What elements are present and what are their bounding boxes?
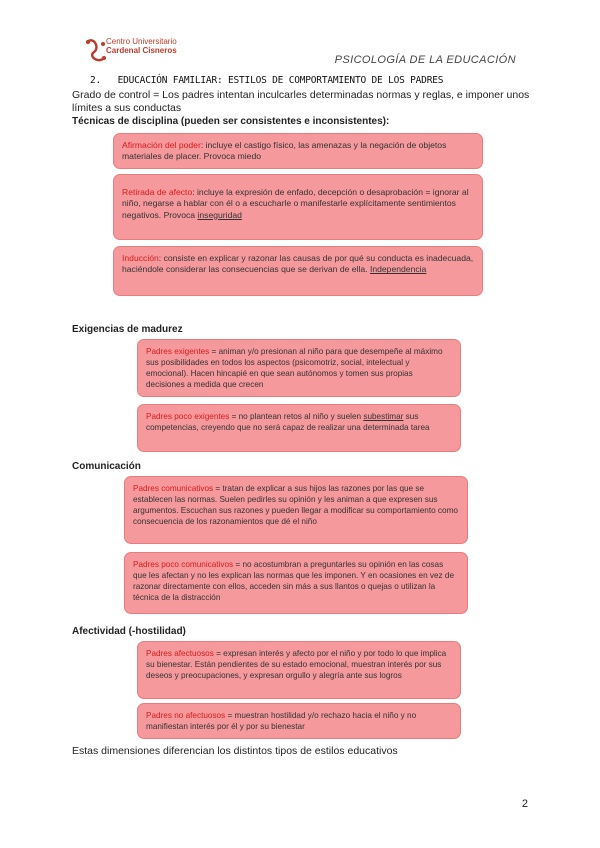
maturity-text: = no plantean retos al niño y suelen (229, 412, 364, 421)
technique-underlined: Independencia (369, 264, 427, 275)
document-title: PSICOLOGÍA DE LA EDUCACIÓN (334, 54, 516, 66)
page-number: 2 (521, 798, 528, 810)
affectivity-box-affectionate (137, 641, 461, 699)
section-heading (90, 75, 443, 86)
communication-term: Padres comunicativos (133, 484, 214, 493)
logo-line-2: Cardenal Cisneros (106, 46, 177, 55)
maturity-tail: sus competencias, creyendo que no será capaz de realizar una determinada tarea (146, 412, 430, 432)
communication-text: = tratan de explicar a sus hijos las razones por las que se establecen las normas. Suelen pedirles su opinión y les animan a que expresen sus argumentos. Escuchan sus razones y pueden llegar a modificar su comportamiento como consecuencia de los razonamientos que dé el niño (133, 484, 458, 526)
communication-box-uncommunicative (124, 552, 468, 614)
affectivity-term: Padres no afectuosos (146, 711, 226, 720)
logo-text (106, 37, 177, 55)
affectivity-text: = muestran hostilidad y/o rechazo hacia el niño y no manifiestan interés por él y por su bienestar (146, 711, 417, 731)
affectivity-heading: Afectividad (-hostilidad) (72, 626, 186, 637)
logo-line-1: Centro Universitario (106, 37, 177, 46)
communication-heading: Comunicación (72, 461, 141, 472)
maturity-box-undemanding (137, 404, 461, 452)
technique-underlined: inseguridad (197, 209, 242, 220)
technique-text: : consiste en explicar y razonar las causas de por qué su conducta es inadecuada, haciéndole considerar las consecuencias que se derivan de ella. (122, 253, 474, 275)
technique-box-power (113, 133, 483, 169)
affectivity-term: Padres afectuosos (146, 649, 214, 658)
maturity-term: Padres poco exigentes (146, 412, 230, 421)
maturity-underlined: subestimar (363, 412, 404, 421)
communication-text: = no acostumbran a preguntarles su opinión en las cosas que les afectan y no les explican las normas que les imponen. Y en ocasiones en vez de razonar directamente con ellos, acceden sin más a sus llantos o quejas o utilizan la técnica de la distracción (133, 560, 455, 602)
communication-box-communicative (124, 476, 468, 544)
section-title: EDUCACIÓN FAMILIAR: ESTILOS DE COMPORTAMIENTO DE LOS PADRES (117, 75, 444, 86)
technique-text: : incluye la expresión de enfado, decepción o desaprobación = ignorar al niño, negarse a hablar con él o a escucharle o manifestarle explícitamente sentimientos negativos. Provoca (122, 187, 469, 220)
technique-box-induction (113, 246, 483, 296)
intro-paragraph: Grado de control = Los padres intentan inculcarles determinadas normas y reglas, e imponer unos límites a sus conductas (72, 89, 530, 114)
technique-term: Afirmación del poder (122, 140, 201, 150)
maturity-box-demanding (137, 339, 461, 397)
techniques-heading: Técnicas de disciplina (pueden ser consistentes e inconsistentes): (72, 116, 390, 127)
maturity-heading: Exigencias de madurez (72, 324, 183, 335)
technique-text: : incluye el castigo físico, las amenazas y la negación de objetos materiales de placer. Provoca miedo (122, 140, 447, 162)
technique-term: Retirada de afecto (122, 187, 193, 197)
technique-box-affect (113, 174, 483, 240)
closing-paragraph: Estas dimensiones diferencian los distintos tipos de estilos educativos (72, 745, 398, 757)
maturity-text: = animan y/o presionan al niño para que desempeñe al máximo sus posibilidades en todos los aspectos (psicomotriz, social, intelectual y emocional). Hacen hincapié en que sean autónomos y tomen sus propias decisiones a medida que crecen (146, 347, 443, 389)
affectivity-box-unaffectionate (137, 703, 461, 739)
technique-term: Inducción (122, 253, 159, 263)
maturity-term: Padres exigentes (146, 347, 210, 356)
communication-term: Padres poco comunicativos (133, 560, 234, 569)
section-number: 2. (90, 75, 102, 86)
affectivity-text: = expresan interés y afecto por el niño y por todo lo que implica su bienestar. Están pendientes de su estado emocional, muestran interés por sus deseos y preocupaciones, y expresan orgullo y alegría ante sus logros (146, 649, 447, 680)
